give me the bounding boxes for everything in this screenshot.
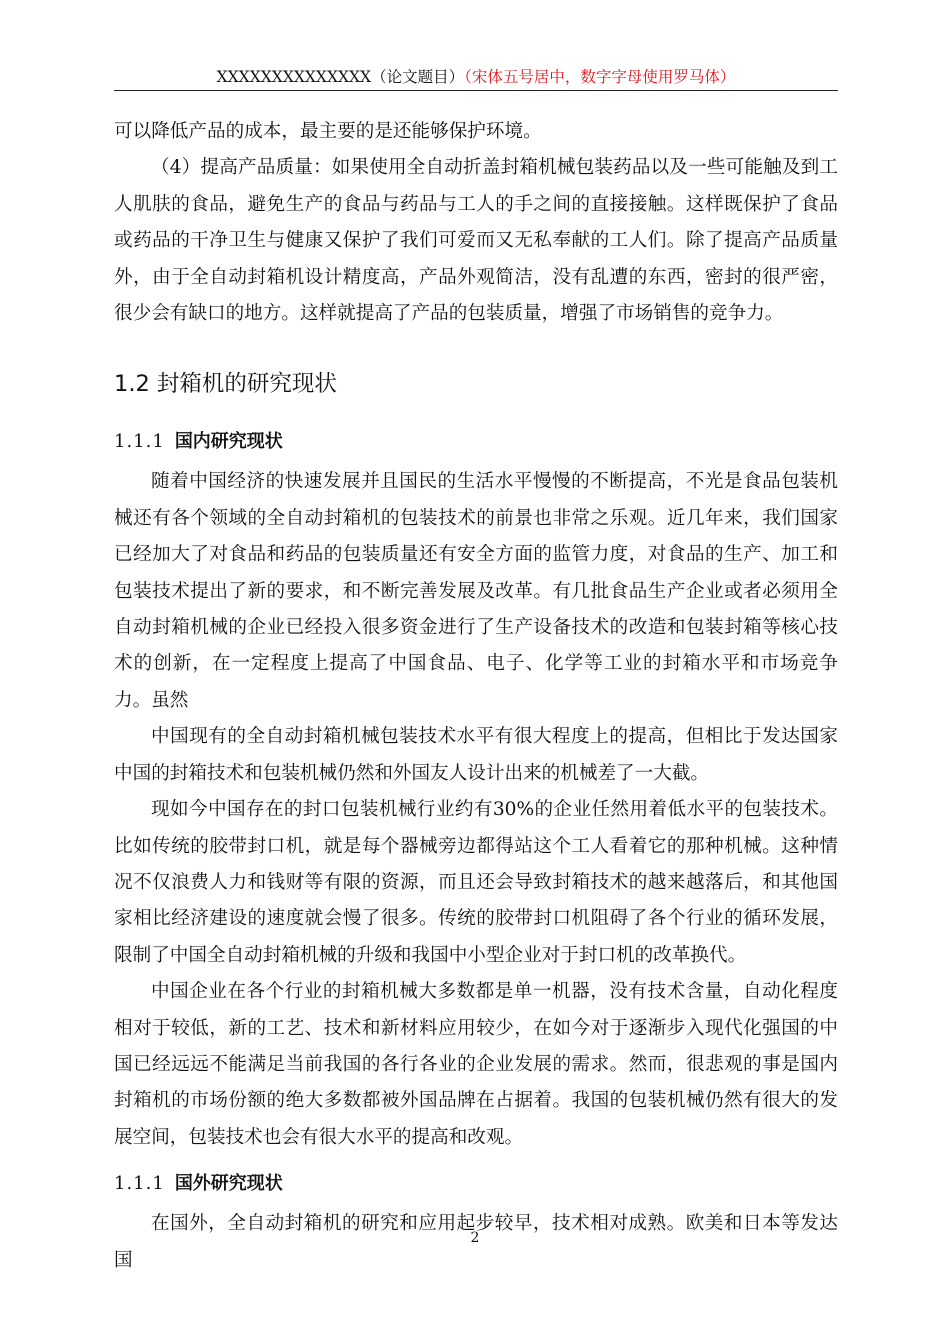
section-heading: 1.2 封箱机的研究现状 — [114, 371, 337, 398]
body-paragraph-6: 中国企业在各个行业的封箱机械大多数都是单一机器，没有技术含量，自动化程度相对于较低，新的工艺、技术和新材料应用较少，在如今对于逐渐步入现代化强国的中国已经远远不能满足当前我国的各行各业的企业发展的需求。然而，很悲观的事是国内封箱机的市场份额的绝大多数都被外国品牌在占据着。我国的包装机械仍然有很大的发展空间，包装技术也会有很大水平的提高和改观。 — [114, 981, 838, 1148]
header-format-note: （宋体五号居中，数字字母使用罗马体） — [464, 68, 736, 86]
page-number: 2 — [470, 1230, 480, 1246]
body-paragraph-2: （4）提高产品质量：如果使用全自动折盖封箱机械包装药品以及一些可能触及到工人肌肤的食品，避免生产的食品与药品与工人的手之间的直接接触。这样既保护了食品或药品的干净卫生与健康又保护了我们可爱而又无私奉献的工人们。除了提高产品质量外，由于全自动封箱机设计精度高，产品外观简洁，没有乱遭的东西，密封的很严密，很少会有缺口的地方。这样就提高了产品的包装质量，增强了市场销售的竞争力。 — [114, 157, 838, 325]
running-header — [114, 64, 838, 91]
subsection-number: 1.1.1 — [114, 431, 165, 453]
subsection-title: 国外研究现状 — [174, 1173, 283, 1195]
body-paragraph-4: 中国现有的全自动封箱机械包装技术水平有很大程度上的提高，但相比于发达国家中国的封箱技术和包装机械仍然和外国友人设计出来的机械差了一大截。 — [114, 726, 838, 784]
subsection-number: 1.1.1 — [114, 1173, 165, 1195]
header-title: XXXXXXXXXXXXXX（论文题目） — [216, 68, 465, 86]
body-paragraph-7: 在国外，全自动封箱机的研究和应用起步较早，技术相对成熟。欧美和日本等发达国 — [114, 1213, 838, 1271]
body-paragraph-3: 随着中国经济的快速发展并且国民的生活水平慢慢的不断提高，不光是食品包装机械还有各个领域的全自动封箱机的包装技术的前景也非常之乐观。近几年来，我们国家已经加大了对食品和药品的包装质量还有安全方面的监管力度，对食品的生产、加工和包装技术提出了新的要求，和不断完善发展及改革。有几批食品生产企业或者必须用全自动封箱机械的企业已经投入很多资金进行了生产设备技术的改造和包装封箱等核心技术的创新，在一定程度上提高了中国食品、电子、化学等工业的封箱水平和市场竞争力。虽然 — [114, 471, 838, 711]
subsection-heading-domestic — [114, 422, 838, 462]
subsection-title: 国内研究现状 — [174, 431, 283, 453]
subsection-heading-foreign — [114, 1164, 838, 1204]
body-paragraph-1: 可以降低产品的成本，最主要的是还能够保护环境。 — [114, 121, 542, 142]
body-paragraph-5: 现如今中国存在的封口包装机械行业约有30%的企业任然用着低水平的包装技术。比如传统的胶带封口机，就是每个器械旁边都得站这个工人看着它的那种机械。这种情况不仅浪费人力和钱财等有限的资源，而且还会导致封箱技术的越来越落后，和其他国家相比经济建设的速度就会慢了很多。传统的胶带封口机阻碍了各个行业的循环发展，限制了中国全自动封箱机械的升级和我国中小型企业对于封口机的改革换代。 — [114, 799, 838, 966]
main-content — [114, 114, 838, 1279]
